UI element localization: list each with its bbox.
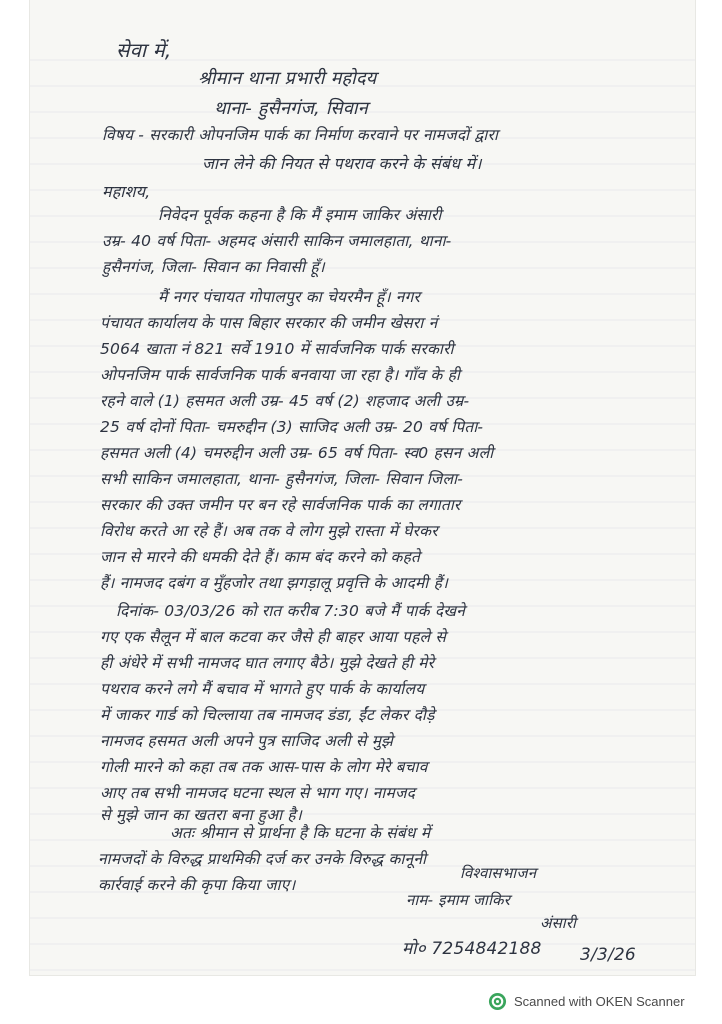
body-line: निवेदन पूर्वक कहना है कि मैं इमाम जाकिर अंसारी (158, 206, 442, 224)
body-line: ओपनजिम पार्क सार्वजनिक पार्क बनवाया जा रहा है। गाँव के ही (100, 366, 461, 384)
signature-surname: अंसारी (540, 914, 577, 932)
oken-scanner-icon (488, 992, 507, 1011)
body-line: हसमत अली (4) चमरुद्दीन अली उम्र- 65 वर्ष पिता- स्व0 हसन अली (100, 444, 494, 462)
body-line: पथराव करने लगे मैं बचाव में भागते हुए पार्क के कार्यालय (100, 680, 425, 698)
salutation: सेवा में, (116, 38, 172, 62)
letter-date: 3/3/26 (580, 945, 636, 965)
request-line-1: अतः श्रीमान से प्रार्थना है कि घटना के संबंध में (170, 824, 431, 842)
request-line-2: नामजदों के विरुद्ध प्राथमिकी दर्ज कर उनके विरुद्ध कानूनी (98, 850, 427, 868)
body-line: सरकार की उक्त जमीन पर बन रहे सार्वजनिक पार्क का लगातार (100, 496, 461, 514)
request-line-3: कार्रवाई करने की कृपा किया जाए। (98, 876, 296, 894)
body-line: मैं नगर पंचायत गोपालपुर का चेयरमैन हूँ। नगर (158, 288, 421, 306)
body-line: 5064 खाता नं 821 सर्वे 1910 में सार्वजनिक पार्क सरकारी (100, 340, 454, 358)
body-line: जान से मारने की धमकी देते हैं। काम बंद करने को कहते (100, 548, 421, 566)
body-line: दिनांक- 03/03/26 को रात करीब 7:30 बजे मैं पार्क देखने (116, 602, 465, 620)
greeting: महाशय, (102, 182, 151, 201)
body-line: ही अंधेरे में सभी नामजद घात लगाए बैठे। मुझे देखते ही मेरे (100, 654, 435, 672)
scanned-letter-page (30, 0, 695, 975)
addressee: श्रीमान थाना प्रभारी महोदय (198, 68, 377, 89)
body-line: आए तब सभी नामजद घटना स्थल से भाग गए। नामजद (100, 784, 416, 802)
police-station: थाना- हुसैनगंज, सिवान (214, 98, 368, 119)
body-line: गोली मारने को कहा तब तक आस-पास के लोग मेरे बचाव (100, 758, 428, 776)
body-line: विरोध करते आ रहे हैं। अब तक वे लोग मुझे रास्ता में घेरकर (100, 522, 438, 540)
signature-name: नाम- इमाम जाकिर (406, 891, 511, 909)
subject-line-1: विषय - सरकारी ओपनजिम पार्क का निर्माण करवाने पर नामजदों द्वारा (102, 126, 499, 144)
body-line: हैं। नामजद दबंग व मुँहजोर तथा झगड़ालू प्रवृत्ति के आदमी हैं। (100, 574, 449, 592)
body-line: पंचायत कार्यालय के पास बिहार सरकार की जमीन खेसरा नं (100, 314, 438, 332)
mobile-number: मो० 7254842188 (402, 939, 542, 959)
body-line: से मुझे जान का खतरा बना हुआ है। (100, 806, 302, 824)
scanner-watermark (488, 988, 685, 1014)
body-line: सभी साकिन जमालहाता, थाना- हुसैनगंज, जिला- सिवान जिला- (100, 470, 463, 488)
body-line: उम्र- 40 वर्ष पिता- अहमद अंसारी साकिन जमालहाता, थाना- (102, 232, 452, 250)
body-line: में जाकर गार्ड को चिल्लाया तब नामजद डंडा, ईंट लेकर दौड़े (100, 706, 435, 724)
scanner-label: Scanned with OKEN Scanner (514, 993, 685, 1009)
closing: विश्वासभाजन (460, 864, 537, 882)
body-line: गए एक सैलून में बाल कटवा कर जैसे ही बाहर आया पहले से (100, 628, 447, 646)
body-line: नामजद हसमत अली अपने पुत्र साजिद अली से मुझे (100, 732, 394, 750)
body-line: 25 वर्ष दोनों पिता- चमरुद्दीन (3) साजिद अली उम्र- 20 वर्ष पिता- (100, 418, 484, 436)
body-line: हुसैनगंज, जिला- सिवान का निवासी हूँ। (102, 258, 325, 276)
subject-line-2: जान लेने की नियत से पथराव करने के संबंध में। (202, 154, 482, 173)
body-line: रहने वाले (1) हसमत अली उम्र- 45 वर्ष (2) शहजाद अली उम्र- (100, 392, 470, 410)
